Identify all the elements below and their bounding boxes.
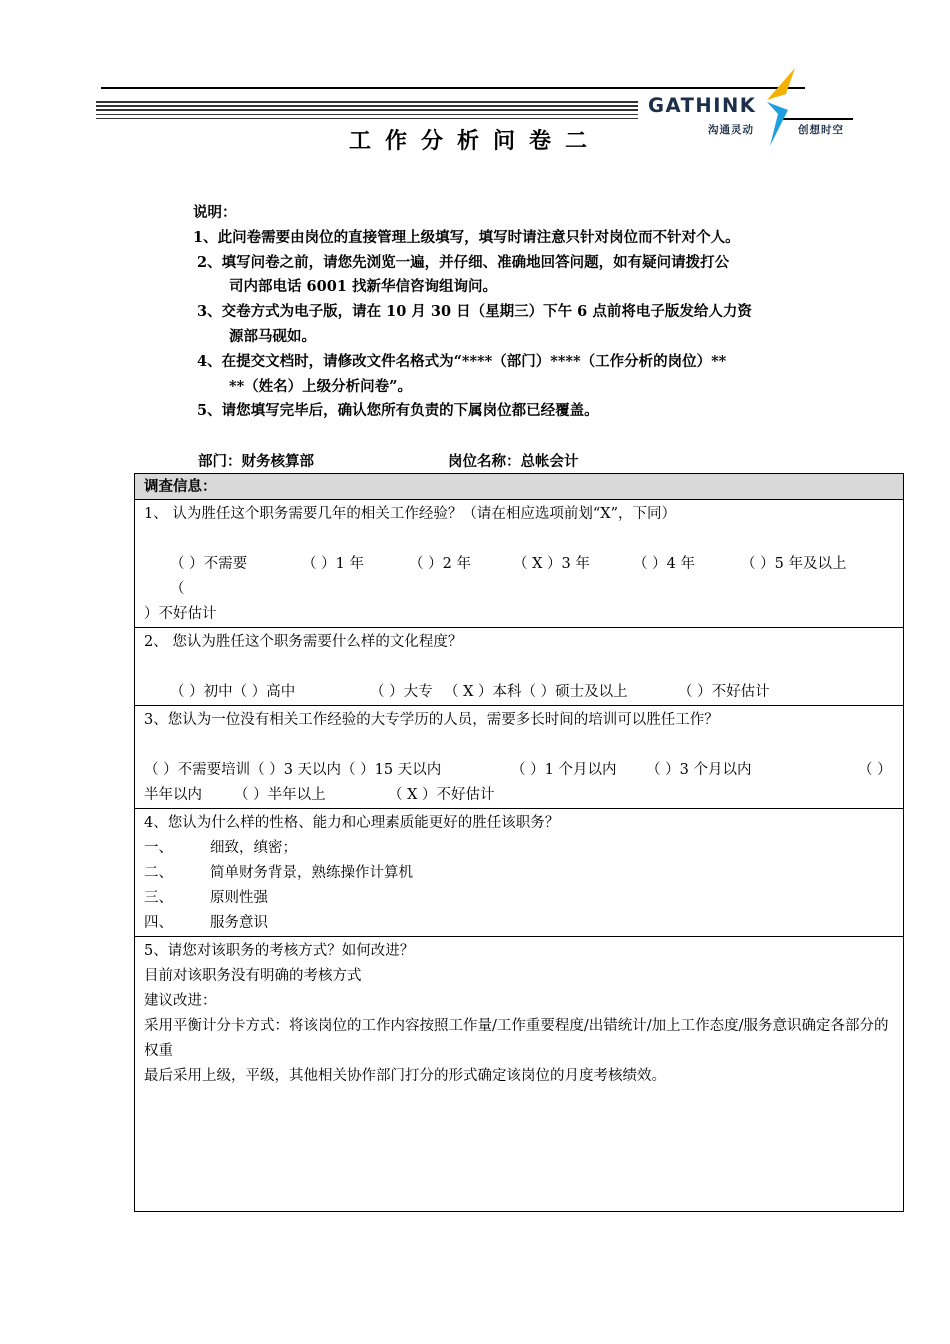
instructions-heading: 说明：: [193, 204, 237, 221]
option-checkbox[interactable]: （ ）3 个月以内: [646, 762, 752, 778]
question-3-options-row2: [144, 783, 894, 808]
page-title: 工作分析问卷二: [348, 128, 601, 154]
instruction-item: 源部马砚如。: [229, 327, 316, 345]
option-checkbox[interactable]: ）不好估计: [144, 606, 217, 622]
option-checkbox[interactable]: （ ）1 个月以内: [511, 762, 617, 778]
answer-text: 服务意识: [210, 915, 268, 931]
answer-line: 最后采用上级，平级，其他相关协作部门打分的形式确定该岗位的月度考核绩效。: [144, 1068, 666, 1084]
option-checkbox[interactable]: （ ）4 年: [633, 556, 695, 572]
answer-number: 二、: [144, 865, 173, 881]
question-3-cell: [135, 706, 904, 809]
logo-tagline-right: 创想时空: [798, 124, 844, 136]
instruction-item: 4、在提交文档时，请修改文件名格式为“****（部门）****（工作分析的岗位）**: [197, 352, 727, 370]
answer-number: 一、: [144, 840, 173, 856]
instruction-item: 2、填写问卷之前，请您先浏览一遍，并仔细、准确地回答问题，如有疑问请拨打公: [197, 253, 730, 271]
instruction-item: 5、请您填写完毕后，确认您所有负责的下属岗位都已经覆盖。: [197, 402, 599, 420]
answer-text: 简单财务背景，熟练操作计算机: [210, 865, 413, 881]
question-2-text: 2、 您认为胜任这个职务需要什么样的文化程度？: [144, 634, 463, 650]
logo-tagline-left: 沟通灵动: [708, 124, 754, 136]
answer-line: 采用平衡计分卡方式：将该岗位的工作内容按照工作量/工作重要程度/出错统计/加上工作态度/服务意识确定各部分的权重: [144, 1018, 889, 1059]
instruction-item: **（姓名）上级分析问卷”。: [229, 377, 413, 395]
option-checkbox[interactable]: （ ）不好估计: [678, 684, 770, 700]
instructions: [193, 201, 833, 424]
option-checkbox[interactable]: （ ）2 年: [409, 556, 471, 572]
logo-wordmark: GATHINK: [648, 94, 757, 117]
department-label: 部门：财务核算部: [198, 453, 314, 470]
answer-row: [144, 861, 894, 886]
option-label: 半年以内: [144, 787, 202, 803]
question-5-cell: [135, 937, 904, 1212]
question-4-text: 4、您认为什么样的性格、能力和心理素质能更好的胜任该职务？: [144, 815, 560, 831]
section-title: 调查信息：: [135, 474, 904, 500]
answer-text: 细致，缜密；: [210, 840, 297, 856]
option-checkbox[interactable]: （ ）半年以上: [234, 787, 326, 803]
instruction-item: 3、交卷方式为电子版，请在 10 月 30 日（星期三）下午 6 点前将电子版发给人力资: [197, 303, 752, 321]
question-3-text: 3、您认为一位没有相关工作经验的大专学历的人员，需要多长时间的培训可以胜任工作？: [144, 712, 719, 728]
option-checkbox[interactable]: （ ）初中（ ）高中: [170, 684, 296, 700]
option-checkbox[interactable]: （ ）大专: [370, 684, 433, 700]
option-checkbox[interactable]: （ ）不需要: [170, 556, 248, 572]
position-label: 岗位名称：总帐会计: [448, 453, 579, 470]
answer-row: [144, 836, 894, 861]
option-checkbox[interactable]: （: [170, 581, 185, 597]
option-checkbox[interactable]: （ ）5 年及以上: [741, 556, 847, 572]
survey-table: [134, 473, 904, 1212]
option-checkbox[interactable]: （ ）: [858, 762, 892, 778]
question-5-text: 5、请您对该职务的考核方式？如何改进？: [144, 943, 415, 959]
instruction-item: 司内部电话 6001 找新华信咨询组询问。: [229, 278, 497, 296]
instruction-item: 1、此问卷需要由岗位的直接管理上级填写，填写时请注意只针对岗位而不针对个人。: [193, 228, 740, 246]
option-checkbox[interactable]: （ ）1 年: [302, 556, 364, 572]
answer-number: 三、: [144, 890, 173, 906]
header-stripes: [96, 101, 638, 121]
answer-line: 建议改进：: [144, 993, 217, 1009]
option-checkbox[interactable]: （ X ）本科（ ）硕士及以上: [444, 684, 628, 700]
question-2-options: [144, 680, 894, 705]
answer-row: [144, 911, 894, 936]
question-1-options: [144, 552, 894, 602]
question-3-options: [144, 758, 894, 783]
answer-number: 四、: [144, 915, 173, 931]
option-checkbox[interactable]: （ X ）3 年: [513, 556, 590, 572]
question-4-cell: [135, 809, 904, 937]
answer-row: [144, 886, 894, 911]
answer-line: 目前对该职务没有明确的考核方式: [144, 968, 362, 984]
answer-text: 原则性强: [210, 890, 268, 906]
option-checkbox[interactable]: （ X ）不好估计: [388, 787, 495, 803]
question-2-cell: [135, 628, 904, 706]
question-1-text: 1、 认为胜任这个职务需要几年的相关工作经验？（请在相应选项前划“X”，下同）: [144, 506, 676, 522]
question-1-cell: [135, 500, 904, 628]
option-checkbox[interactable]: （ ）不需要培训（ ）3 天以内（ ）15 天以内: [144, 762, 442, 778]
